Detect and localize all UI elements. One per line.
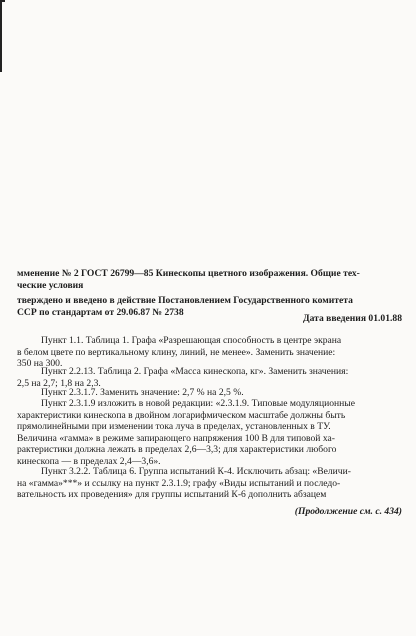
paragraph-5: Пункт 3.2.2. Таблица 6. Группа испытаний К-4. Исключить абзац: «Величи- на «гамма»***» и ссылку на пункт 2.3.1.9; графу «Виды испытаний и последо- вательность их проведения» для группы испытаний К-6 дополнить абзацем (17, 466, 351, 501)
amendment-title-line2: ческие условия (17, 280, 84, 291)
amendment-title-line1: мменение № 2 ГОСТ 26799—85 Кинескопы цветного изображения. Общие тех- (17, 268, 360, 279)
margin-bracket (0, 0, 7, 72)
paragraph-2: Пункт 2.2.13. Таблица 2. Графа «Масса кинескопа, кг». Заменить значения: 2,5 на 2,7; 1,8 на 2,3. (17, 366, 349, 389)
paragraph-1: Пункт 1.1. Таблица 1. Графа «Разрешающая способность в центре экрана в белом цвете по вертикальному клину, линий, не менее». Заменить значение: 350 на 300. (17, 335, 342, 370)
approval-line1: тверждено и введено в действие Постановлением Государственного комитета (17, 295, 353, 306)
continuation-note: (Продолжение см. с. 434) (294, 506, 402, 517)
paragraph-3: Пункт 2.3.1.7. Заменить значение: 2,7 % на 2,5 %. (41, 387, 244, 398)
paragraph-4: Пункт 2.3.1.9 изложить в новой редакции: «2.3.1.9. Типовые модуляционные характеристики кинескопа в двойном логарифмическом масштабе должны быть прямолинейными при изменении тока луча в пределах, установленных в ТУ. Величина «гамма» в режиме запирающего напряжения 100 В для типовой ха- рактеристики должна лежать в пределах 2,6—3,3; для характеристики любого кинескопа — в пределах 2,4—3,6». (17, 398, 355, 467)
approval-line2: ССР по стандартам от 29.06.87 № 2738 (17, 307, 184, 318)
effective-date: Дата введения 01.01.88 (302, 313, 402, 324)
